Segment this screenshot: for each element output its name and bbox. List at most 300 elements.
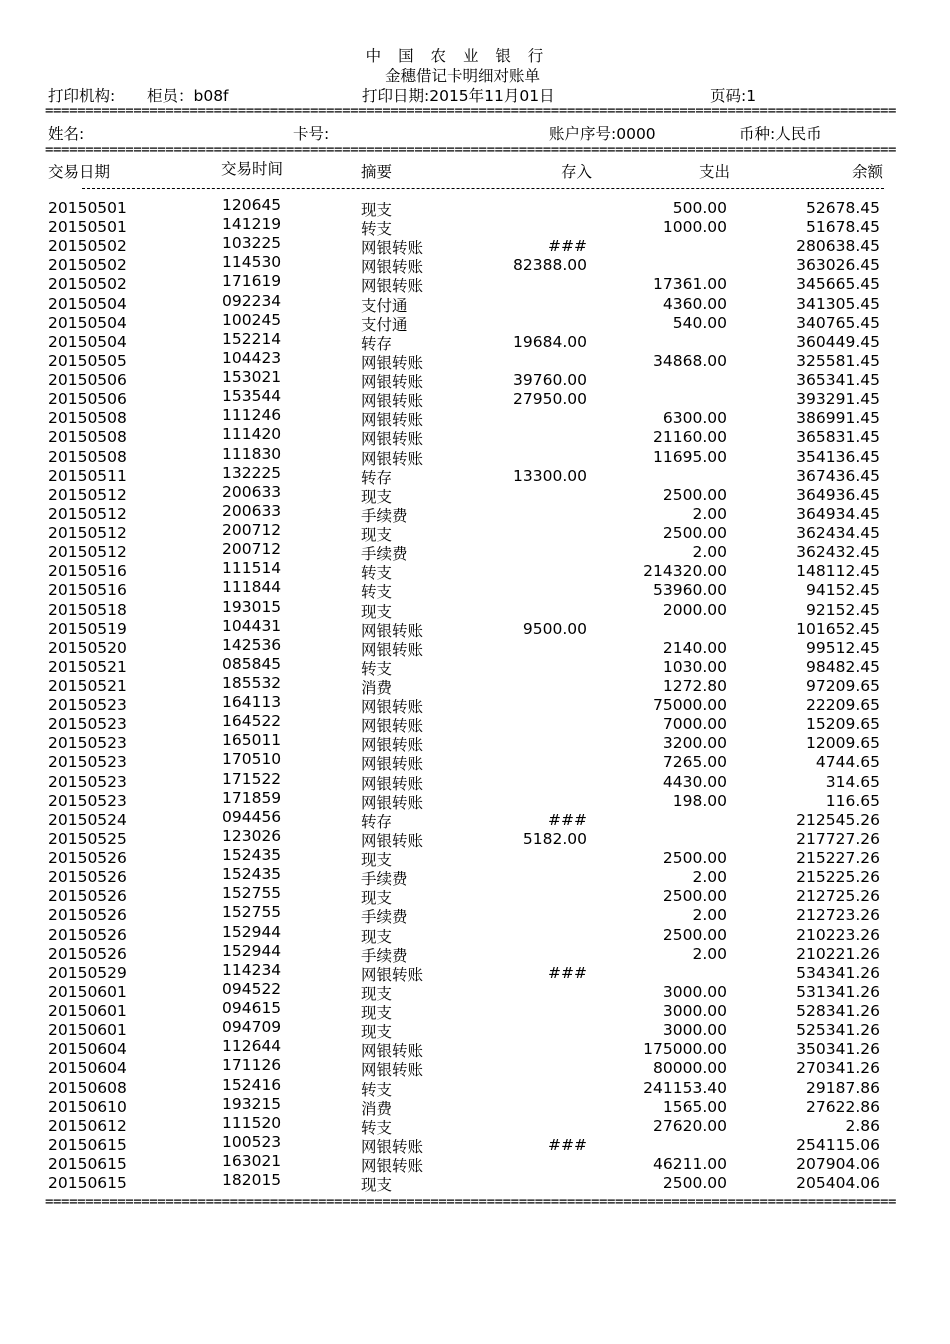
tx-withdrawal: 2.00 bbox=[692, 543, 727, 562]
tx-summary: 网银转账 bbox=[361, 373, 424, 392]
tx-summary: 网银转账 bbox=[361, 1061, 424, 1080]
table-row bbox=[0, 501, 950, 525]
table-row bbox=[0, 674, 950, 697]
table-row bbox=[0, 846, 950, 870]
tx-balance: 98482.45 bbox=[806, 657, 880, 676]
tx-time: 094709 bbox=[222, 1018, 282, 1037]
tx-balance: 22209.65 bbox=[806, 696, 880, 715]
table-row bbox=[0, 903, 950, 927]
tx-date: 20150608 bbox=[48, 1078, 127, 1097]
tx-summary: 网银转账 bbox=[361, 831, 424, 850]
tx-balance: 528341.26 bbox=[796, 1002, 880, 1021]
tx-summary: 网银转账 bbox=[361, 353, 424, 372]
tx-time: 123026 bbox=[222, 826, 282, 845]
table-row bbox=[0, 979, 950, 1003]
table-row bbox=[0, 941, 950, 965]
tx-deposit: 13300.00 bbox=[513, 466, 587, 485]
tx-summary: 转支 bbox=[361, 1080, 393, 1099]
tx-summary: 转支 bbox=[361, 1118, 393, 1137]
tx-summary: 网银转账 bbox=[361, 430, 424, 449]
tx-date: 20150519 bbox=[48, 619, 127, 638]
tx-balance: 51678.45 bbox=[806, 218, 880, 237]
tx-balance: 52678.45 bbox=[806, 199, 880, 217]
tx-summary: 转存 bbox=[361, 334, 393, 353]
tx-time: 182015 bbox=[222, 1171, 282, 1190]
tx-balance: 360449.45 bbox=[796, 332, 880, 351]
tx-summary: 网银转账 bbox=[361, 717, 424, 736]
tx-withdrawal: 11695.00 bbox=[653, 447, 727, 466]
tx-withdrawal: 2500.00 bbox=[662, 849, 727, 868]
table-row bbox=[0, 654, 950, 678]
tx-balance: 4744.65 bbox=[815, 753, 880, 772]
tx-time: 171859 bbox=[222, 788, 282, 807]
tx-withdrawal: 75000.00 bbox=[653, 696, 727, 715]
tx-summary: 消费 bbox=[361, 679, 393, 697]
tx-withdrawal: 2500.00 bbox=[662, 925, 727, 944]
tx-time: 170510 bbox=[222, 750, 282, 769]
table-row bbox=[0, 693, 950, 717]
table-row bbox=[0, 578, 950, 602]
tx-withdrawal: 241153.40 bbox=[643, 1078, 727, 1097]
tx-balance: 29187.86 bbox=[806, 1078, 880, 1097]
tx-withdrawal: 1030.00 bbox=[662, 657, 727, 676]
tx-time: 200633 bbox=[222, 482, 282, 501]
tx-date: 20150506 bbox=[48, 371, 127, 390]
tx-date: 20150615 bbox=[48, 1174, 127, 1193]
table-row bbox=[0, 788, 950, 812]
table-row bbox=[0, 368, 950, 392]
tx-withdrawal: 1565.00 bbox=[662, 1097, 727, 1116]
tx-date: 20150502 bbox=[48, 275, 127, 294]
tx-date: 20150504 bbox=[48, 313, 127, 332]
tx-balance: 101652.45 bbox=[796, 619, 880, 638]
tx-summary: 转支 bbox=[361, 659, 393, 678]
tx-summary: 现支 bbox=[361, 1004, 393, 1023]
tx-date: 20150501 bbox=[48, 199, 127, 217]
tx-time: 152755 bbox=[222, 884, 282, 903]
tx-date: 20150502 bbox=[48, 237, 127, 256]
tx-time: 104431 bbox=[222, 616, 282, 635]
double-rule-bottom: ========================================================================================================== bbox=[45, 1194, 897, 1210]
tx-date: 20150508 bbox=[48, 428, 127, 447]
tx-balance: 345665.45 bbox=[796, 275, 880, 294]
tx-time: 153021 bbox=[222, 368, 282, 387]
tx-balance: 367436.45 bbox=[796, 466, 880, 485]
tx-summary: 网银转账 bbox=[361, 239, 424, 258]
tx-withdrawal: 3000.00 bbox=[662, 1002, 727, 1021]
tx-time: 132225 bbox=[222, 463, 282, 482]
tx-withdrawal: 198.00 bbox=[672, 791, 727, 810]
tx-summary: 网银转账 bbox=[361, 698, 424, 717]
table-row bbox=[0, 960, 950, 984]
tx-balance: 362432.45 bbox=[796, 543, 880, 562]
tx-balance: 27622.86 bbox=[806, 1097, 880, 1116]
tx-deposit: ### bbox=[548, 1135, 587, 1154]
table-row bbox=[0, 310, 950, 334]
teller-label: 柜员：b08f bbox=[147, 87, 229, 105]
tx-balance: 15209.65 bbox=[806, 715, 880, 734]
table-row bbox=[0, 559, 950, 583]
tx-balance: 217727.26 bbox=[796, 829, 880, 848]
tx-balance: 270341.26 bbox=[796, 1059, 880, 1078]
tx-date: 20150523 bbox=[48, 734, 127, 753]
tx-summary: 网银转账 bbox=[361, 755, 424, 774]
table-row bbox=[0, 1056, 950, 1080]
tx-withdrawal: 175000.00 bbox=[643, 1040, 727, 1059]
tx-balance: 212725.26 bbox=[796, 887, 880, 906]
tx-balance: 340765.45 bbox=[796, 313, 880, 332]
tx-date: 20150504 bbox=[48, 294, 127, 313]
tx-withdrawal: 6300.00 bbox=[662, 409, 727, 428]
account-seq-label: 账户序号:0000 bbox=[549, 125, 656, 143]
tx-date: 20150516 bbox=[48, 562, 127, 581]
table-row bbox=[0, 922, 950, 946]
tx-date: 20150511 bbox=[48, 466, 127, 485]
tx-time: 111420 bbox=[222, 425, 282, 444]
table-row bbox=[0, 463, 950, 487]
tx-summary: 网银转账 bbox=[361, 258, 424, 277]
tx-summary: 网银转账 bbox=[361, 621, 424, 640]
page-number-label: 页码:1 bbox=[710, 87, 757, 105]
tx-summary: 转支 bbox=[361, 564, 393, 583]
column-header-time: 交易时间 bbox=[221, 160, 284, 178]
tx-summary: 网银转账 bbox=[361, 277, 424, 296]
tx-date: 20150521 bbox=[48, 657, 127, 676]
tx-date: 20150512 bbox=[48, 543, 127, 562]
tx-deposit: 5182.00 bbox=[522, 829, 587, 848]
tx-balance: 99512.45 bbox=[806, 638, 880, 657]
table-row bbox=[0, 444, 950, 468]
tx-date: 20150526 bbox=[48, 906, 127, 925]
table-row bbox=[0, 521, 950, 545]
tx-date: 20150526 bbox=[48, 925, 127, 944]
tx-withdrawal: 3000.00 bbox=[662, 982, 727, 1001]
tx-time: 094615 bbox=[222, 999, 282, 1018]
tx-date: 20150521 bbox=[48, 677, 127, 695]
tx-summary: 网银转账 bbox=[361, 965, 424, 984]
tx-summary: 现支 bbox=[361, 201, 393, 219]
tx-balance: 254115.06 bbox=[796, 1135, 880, 1154]
tx-withdrawal: 34868.00 bbox=[653, 351, 727, 370]
tx-date: 20150516 bbox=[48, 581, 127, 600]
tx-date: 20150526 bbox=[48, 868, 127, 887]
tx-withdrawal: 3200.00 bbox=[662, 734, 727, 753]
column-header-withdrawal: 支出 bbox=[699, 163, 731, 181]
print-date-label: 打印日期:2015年11月01日 bbox=[362, 87, 555, 105]
tx-balance: 531341.26 bbox=[796, 982, 880, 1001]
tx-withdrawal: 4430.00 bbox=[662, 772, 727, 791]
tx-withdrawal: 2500.00 bbox=[662, 1174, 727, 1193]
tx-deposit: 39760.00 bbox=[513, 371, 587, 390]
tx-summary: 转存 bbox=[361, 812, 393, 831]
tx-balance: 116.65 bbox=[825, 791, 880, 810]
tx-time: 171522 bbox=[222, 769, 282, 788]
column-header-balance: 余额 bbox=[852, 163, 884, 181]
tx-balance: 364936.45 bbox=[796, 485, 880, 504]
tx-time: 163021 bbox=[222, 1152, 282, 1170]
tx-time: 165011 bbox=[222, 731, 282, 750]
tx-withdrawal: 7000.00 bbox=[662, 715, 727, 734]
tx-withdrawal: 3000.00 bbox=[662, 1021, 727, 1040]
tx-summary: 网银转账 bbox=[361, 774, 424, 793]
tx-balance: 365831.45 bbox=[796, 428, 880, 447]
table-row bbox=[0, 291, 950, 315]
tx-withdrawal: 2.00 bbox=[692, 944, 727, 963]
tx-withdrawal: 27620.00 bbox=[653, 1116, 727, 1135]
tx-date: 20150502 bbox=[48, 256, 127, 275]
tx-withdrawal: 2.00 bbox=[692, 868, 727, 887]
tx-date: 20150523 bbox=[48, 791, 127, 810]
tx-date: 20150524 bbox=[48, 810, 127, 829]
table-row bbox=[0, 1075, 950, 1099]
tx-balance: 393291.45 bbox=[796, 390, 880, 409]
tx-date: 20150523 bbox=[48, 772, 127, 791]
tx-deposit: ### bbox=[548, 237, 587, 256]
tx-date: 20150529 bbox=[48, 963, 127, 982]
tx-summary: 网银转账 bbox=[361, 1137, 424, 1156]
table-row bbox=[0, 1018, 950, 1042]
tx-summary: 现支 bbox=[361, 602, 393, 621]
tx-deposit: 9500.00 bbox=[522, 619, 587, 638]
tx-time: 111246 bbox=[222, 406, 282, 425]
tx-summary: 手续费 bbox=[361, 870, 408, 889]
tx-balance: 210221.26 bbox=[796, 944, 880, 963]
tx-withdrawal: 2140.00 bbox=[662, 638, 727, 657]
table-row bbox=[0, 731, 950, 755]
tx-summary: 现支 bbox=[361, 927, 393, 946]
tx-time: 111514 bbox=[222, 559, 282, 578]
tx-summary: 支付通 bbox=[361, 315, 408, 334]
tx-date: 20150610 bbox=[48, 1097, 127, 1116]
tx-withdrawal: 214320.00 bbox=[643, 562, 727, 581]
tx-date: 20150523 bbox=[48, 753, 127, 772]
table-row bbox=[0, 1094, 950, 1118]
tx-date: 20150601 bbox=[48, 982, 127, 1001]
table-row bbox=[0, 865, 950, 889]
tx-time: 092234 bbox=[222, 291, 282, 310]
tx-balance: 12009.65 bbox=[806, 734, 880, 753]
tx-date: 20150512 bbox=[48, 524, 127, 543]
tx-date: 20150523 bbox=[48, 715, 127, 734]
tx-summary: 网银转账 bbox=[361, 411, 424, 430]
tx-date: 20150612 bbox=[48, 1116, 127, 1135]
tx-time: 152755 bbox=[222, 903, 282, 922]
tx-date: 20150523 bbox=[48, 696, 127, 715]
tx-balance: 215227.26 bbox=[796, 849, 880, 868]
tx-balance: 207904.06 bbox=[796, 1155, 880, 1173]
tx-withdrawal: 2500.00 bbox=[662, 485, 727, 504]
tx-withdrawal: 21160.00 bbox=[653, 428, 727, 447]
tx-time: 152435 bbox=[222, 865, 282, 884]
tx-time: 152944 bbox=[222, 941, 282, 960]
column-header-date: 交易日期 bbox=[48, 163, 111, 181]
tx-summary: 支付通 bbox=[361, 296, 408, 315]
table-row bbox=[0, 1037, 950, 1061]
tx-time: 142536 bbox=[222, 635, 282, 654]
tx-balance: 280638.45 bbox=[796, 237, 880, 256]
card-number-label: 卡号: bbox=[293, 125, 330, 143]
table-row bbox=[0, 597, 950, 621]
table-row bbox=[0, 253, 950, 277]
tx-summary: 现支 bbox=[361, 984, 393, 1003]
tx-balance: 2.86 bbox=[845, 1116, 880, 1135]
tx-balance: 534341.26 bbox=[796, 963, 880, 982]
tx-summary: 现支 bbox=[361, 1023, 393, 1042]
table-row bbox=[0, 1171, 950, 1195]
tx-summary: 网银转账 bbox=[361, 736, 424, 755]
tx-summary: 现支 bbox=[361, 487, 393, 506]
table-row bbox=[0, 425, 950, 449]
tx-summary: 转存 bbox=[361, 468, 393, 487]
table-row bbox=[0, 540, 950, 564]
table-row bbox=[0, 482, 950, 506]
tx-balance: 325581.45 bbox=[796, 351, 880, 370]
tx-time: 152435 bbox=[222, 846, 282, 865]
tx-balance: 350341.26 bbox=[796, 1040, 880, 1059]
tx-time: 200712 bbox=[222, 521, 282, 540]
tx-time: 111844 bbox=[222, 578, 282, 597]
table-row bbox=[0, 999, 950, 1023]
tx-date: 20150525 bbox=[48, 829, 127, 848]
table-row bbox=[0, 272, 950, 296]
currency-label: 币种:人民币 bbox=[739, 125, 822, 143]
tx-time: 100523 bbox=[222, 1132, 282, 1151]
tx-summary: 手续费 bbox=[361, 506, 408, 525]
tx-time: 171126 bbox=[222, 1056, 282, 1075]
tx-balance: 314.65 bbox=[825, 772, 880, 791]
tx-summary: 现支 bbox=[361, 1176, 393, 1195]
tx-time: 085845 bbox=[222, 654, 282, 673]
tx-time: 112644 bbox=[222, 1037, 282, 1056]
tx-date: 20150518 bbox=[48, 600, 127, 619]
tx-deposit: ### bbox=[548, 810, 587, 829]
tx-time: 100245 bbox=[222, 310, 282, 329]
tx-deposit: 19684.00 bbox=[513, 332, 587, 351]
table-row bbox=[0, 616, 950, 640]
tx-time: 094456 bbox=[222, 807, 282, 826]
tx-withdrawal: 53960.00 bbox=[653, 581, 727, 600]
tx-withdrawal: 46211.00 bbox=[653, 1155, 727, 1173]
tx-date: 20150505 bbox=[48, 351, 127, 370]
tx-summary: 网银转账 bbox=[361, 1157, 424, 1175]
tx-time: 111520 bbox=[222, 1113, 282, 1132]
tx-summary: 现支 bbox=[361, 526, 393, 545]
statement-title: 金穗借记卡明细对账单 bbox=[384, 67, 540, 85]
tx-withdrawal: 500.00 bbox=[672, 199, 727, 217]
tx-withdrawal: 2500.00 bbox=[662, 887, 727, 906]
tx-balance: 354136.45 bbox=[796, 447, 880, 466]
tx-summary: 网银转账 bbox=[361, 640, 424, 659]
tx-summary: 转支 bbox=[361, 583, 393, 602]
table-row bbox=[0, 807, 950, 831]
print-org-label: 打印机构: bbox=[48, 87, 116, 105]
tx-time: 152214 bbox=[222, 329, 282, 348]
table-row bbox=[0, 1113, 950, 1137]
double-rule-middle: ========================================================================================================== bbox=[45, 142, 897, 158]
tx-balance: 215225.26 bbox=[796, 868, 880, 887]
tx-time: 193015 bbox=[222, 597, 282, 616]
table-row bbox=[0, 215, 950, 239]
tx-balance: 362434.45 bbox=[796, 524, 880, 543]
tx-withdrawal: 80000.00 bbox=[653, 1059, 727, 1078]
tx-time: 153544 bbox=[222, 387, 282, 406]
bank-name: 中 国 农 业 银 行 bbox=[365, 47, 550, 65]
tx-date: 20150526 bbox=[48, 849, 127, 868]
tx-date: 20150508 bbox=[48, 447, 127, 466]
tx-time: 111830 bbox=[222, 444, 282, 463]
tx-balance: 148112.45 bbox=[796, 562, 880, 581]
tx-time: 152416 bbox=[222, 1075, 282, 1094]
tx-summary: 手续费 bbox=[361, 946, 408, 965]
tx-time: 164113 bbox=[222, 693, 282, 712]
name-label: 姓名: bbox=[48, 125, 85, 143]
tx-date: 20150506 bbox=[48, 390, 127, 409]
table-row bbox=[0, 884, 950, 908]
tx-time: 171619 bbox=[222, 272, 282, 291]
column-header-deposit: 存入 bbox=[561, 163, 593, 181]
tx-balance: 212723.26 bbox=[796, 906, 880, 925]
tx-withdrawal: 2.00 bbox=[692, 906, 727, 925]
tx-time: 141219 bbox=[222, 215, 282, 234]
tx-time: 120645 bbox=[222, 196, 282, 214]
tx-summary: 手续费 bbox=[361, 908, 408, 927]
tx-balance: 525341.26 bbox=[796, 1021, 880, 1040]
tx-summary: 转支 bbox=[361, 220, 393, 239]
tx-summary: 现支 bbox=[361, 851, 393, 870]
tx-time: 193215 bbox=[222, 1094, 282, 1113]
tx-withdrawal: 2000.00 bbox=[662, 600, 727, 619]
tx-date: 20150512 bbox=[48, 504, 127, 523]
tx-time: 114234 bbox=[222, 960, 282, 979]
tx-withdrawal: 540.00 bbox=[672, 313, 727, 332]
tx-time: 200712 bbox=[222, 540, 282, 559]
tx-time: 104423 bbox=[222, 348, 282, 367]
table-row bbox=[0, 1152, 950, 1175]
tx-time: 200633 bbox=[222, 501, 282, 520]
tx-withdrawal: 2.00 bbox=[692, 504, 727, 523]
table-row bbox=[0, 635, 950, 659]
table-row bbox=[0, 196, 950, 219]
table-row bbox=[0, 712, 950, 736]
tx-date: 20150520 bbox=[48, 638, 127, 657]
tx-withdrawal: 7265.00 bbox=[662, 753, 727, 772]
tx-date: 20150508 bbox=[48, 409, 127, 428]
tx-deposit: 82388.00 bbox=[513, 256, 587, 275]
tx-balance: 363026.45 bbox=[796, 256, 880, 275]
tx-date: 20150526 bbox=[48, 944, 127, 963]
table-row bbox=[0, 826, 950, 850]
tx-summary: 网银转账 bbox=[361, 449, 424, 468]
tx-balance: 205404.06 bbox=[796, 1174, 880, 1193]
table-row bbox=[0, 750, 950, 774]
tx-withdrawal: 1000.00 bbox=[662, 218, 727, 237]
tx-summary: 现支 bbox=[361, 889, 393, 908]
tx-date: 20150601 bbox=[48, 1002, 127, 1021]
tx-time: 114530 bbox=[222, 253, 282, 272]
tx-balance: 92152.45 bbox=[806, 600, 880, 619]
tx-date: 20150601 bbox=[48, 1021, 127, 1040]
table-row bbox=[0, 1132, 950, 1156]
tx-date: 20150604 bbox=[48, 1040, 127, 1059]
tx-date: 20150501 bbox=[48, 218, 127, 237]
tx-date: 20150604 bbox=[48, 1059, 127, 1078]
tx-summary: 网银转账 bbox=[361, 1042, 424, 1061]
tx-summary: 手续费 bbox=[361, 545, 408, 564]
tx-summary: 网银转账 bbox=[361, 793, 424, 812]
tx-balance: 341305.45 bbox=[796, 294, 880, 313]
tx-time: 152944 bbox=[222, 922, 282, 941]
tx-summary: 消费 bbox=[361, 1099, 393, 1118]
